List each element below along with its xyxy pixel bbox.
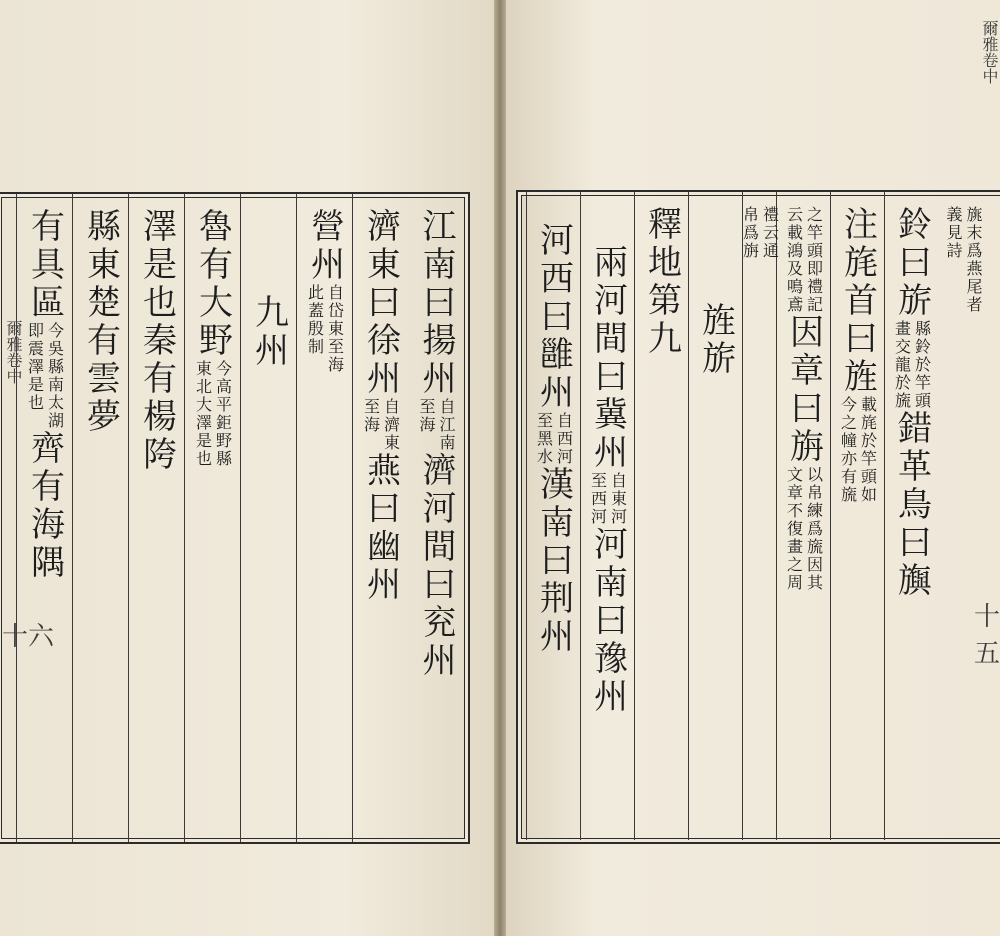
text-big: 錯革鳥曰旟 <box>891 410 932 600</box>
left-col-2 <box>352 194 408 842</box>
page-number: 十六 <box>2 622 55 652</box>
left-col-1 <box>408 194 464 842</box>
text-big: 縣東 <box>80 208 121 284</box>
note-line: 今吳縣南太湖 <box>45 322 65 430</box>
left-col-4 <box>240 194 296 842</box>
text-big: 濟河間曰兖州 <box>416 452 456 680</box>
section-heading: 九州 <box>248 294 289 370</box>
text-big: 齊有海隅 <box>24 430 65 582</box>
chapter-title: 釋地第九 <box>641 206 682 358</box>
text-big: 澤是也 <box>136 208 177 322</box>
text-big: 注旄首曰旌 <box>837 206 878 396</box>
text-big: 楚有雲夢 <box>80 284 121 436</box>
note-line: 至海 <box>361 398 381 434</box>
note-line: 載旄於竿頭如 <box>858 396 878 504</box>
book-gutter <box>494 0 506 936</box>
right-col-6 <box>688 192 742 840</box>
note-line: 今高平鉅野縣 <box>213 360 233 468</box>
note-line: 禮云通 <box>760 206 780 260</box>
note-line: 以帛練爲旒因其 <box>804 466 824 592</box>
right-page <box>506 0 1000 936</box>
left-col-7 <box>72 194 128 842</box>
text-big: 河南曰豫州 <box>587 526 628 716</box>
note-line: 自岱東至海 <box>325 284 345 374</box>
note-line: 東北大澤是也 <box>193 360 213 468</box>
left-col-5 <box>184 194 240 842</box>
note-line: 縣鈴於竿頭 <box>912 320 932 410</box>
note-line: 云載鴻及鳴鳶 <box>784 206 804 314</box>
left-text-frame <box>0 192 470 844</box>
right-col-4 <box>776 192 830 840</box>
text-big: 濟東曰徐州 <box>360 208 401 398</box>
note-line: 自西河 <box>554 412 574 466</box>
note-line: 畫交龍於旒 <box>892 320 912 410</box>
right-col-3 <box>830 192 884 840</box>
right-text-frame <box>516 190 1000 844</box>
note-line: 旐末爲燕尾者 <box>964 206 983 314</box>
text-big: 營州 <box>304 208 345 284</box>
text-big: 河西曰雝州 <box>533 222 574 412</box>
note-line: 今之幢亦有旒 <box>838 396 858 504</box>
left-page <box>0 0 494 936</box>
note-line: 自江南 <box>437 398 456 452</box>
note-line: 帛爲旃 <box>740 206 760 260</box>
right-col-1 <box>938 192 988 840</box>
note-line: 此蓋殷制 <box>305 284 325 356</box>
page-number: 十五 <box>974 602 1000 669</box>
right-col-7 <box>634 192 688 840</box>
right-col-8 <box>580 192 634 840</box>
note-line: 義見詩 <box>944 206 963 260</box>
text-big: 因章曰旃 <box>783 314 824 466</box>
right-col-5 <box>740 192 780 840</box>
text-big: 有具區 <box>24 208 65 322</box>
note-line: 自東河 <box>608 472 628 526</box>
note-line: 至西河 <box>588 472 608 526</box>
note-line: 自濟東 <box>381 398 401 452</box>
text-big: 秦有楊陓 <box>136 322 177 474</box>
text-big: 兩河間曰冀州 <box>587 244 628 472</box>
note-line: 即震澤是也 <box>25 322 45 412</box>
right-col-2 <box>884 192 938 840</box>
text-big: 鈴曰旂 <box>891 206 932 320</box>
margin-title: 爾雅卷中 <box>980 20 999 84</box>
right-col-9 <box>526 192 580 840</box>
text-big: 燕曰幽州 <box>360 452 401 604</box>
note-line: 文章不復畫之周 <box>784 466 804 592</box>
left-col-8 <box>16 194 72 842</box>
text-big: 漢南曰荆州 <box>533 466 574 656</box>
left-col-6 <box>128 194 184 842</box>
left-col-3 <box>296 194 352 842</box>
note-line: 至海 <box>417 398 436 434</box>
note-line: 之竿頭即禮記 <box>804 206 824 314</box>
text-big: 江南曰揚州 <box>416 208 456 398</box>
section-heading: 旌旂 <box>695 302 736 378</box>
note-line: 至黑水 <box>534 412 554 466</box>
text-big: 魯有大野 <box>192 208 233 360</box>
margin-title: 爾雅卷中 <box>4 320 23 384</box>
